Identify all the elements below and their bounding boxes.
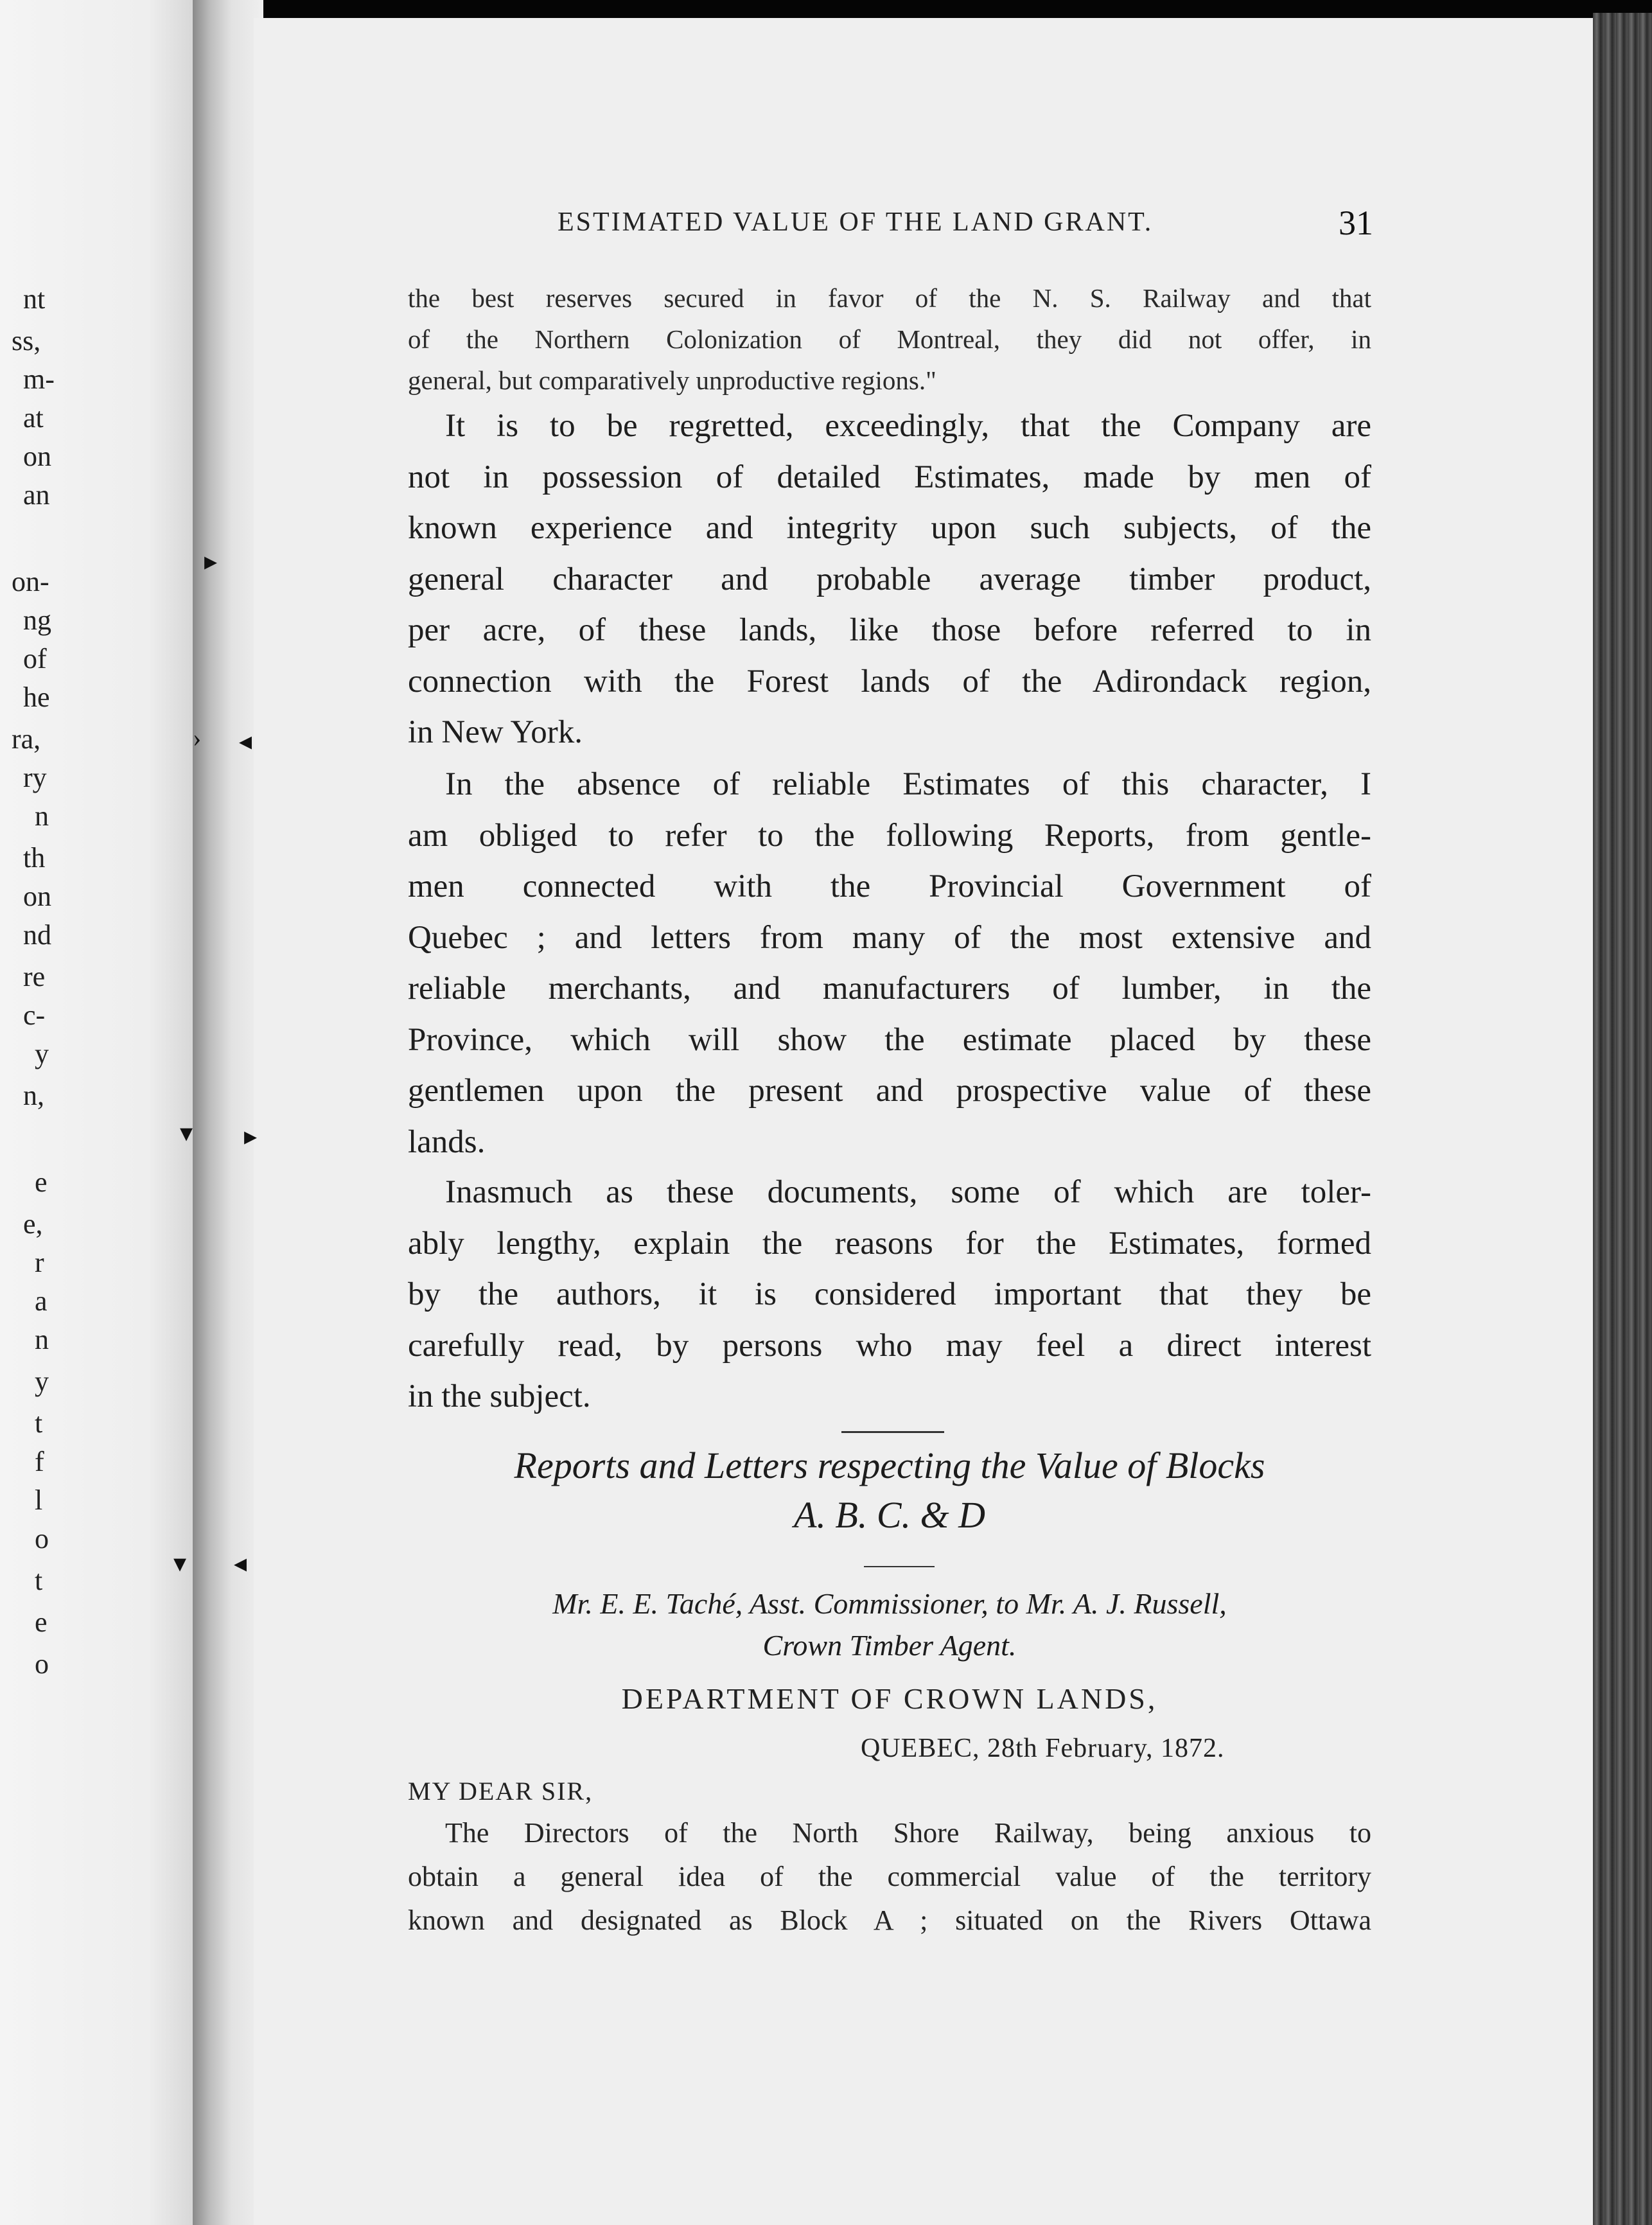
binding-mark: › xyxy=(193,723,202,752)
previous-page-fragment: t xyxy=(35,1407,43,1439)
text-line: Quebec ; and letters from many of the most extensive and xyxy=(408,919,1371,956)
previous-page-fragment: ry xyxy=(23,762,47,793)
previous-page-fragment: e xyxy=(35,1606,48,1638)
previous-page-fragment: o xyxy=(35,1648,49,1680)
dateline: QUEBEC, 28th February, 1872. xyxy=(861,1734,1225,1763)
text-line: men connected with the Provincial Government of xyxy=(408,868,1371,904)
running-title: ESTIMATED VALUE OF THE LAND GRANT. xyxy=(558,207,1154,237)
binding-mark: ◂ xyxy=(234,1549,247,1578)
section-heading: Reports and Letters respecting the Value of Blocks xyxy=(514,1445,1265,1486)
department-name: DEPARTMENT OF CROWN LANDS, xyxy=(621,1682,1158,1715)
letter-heading-continued: Crown Timber Agent. xyxy=(762,1629,1017,1662)
text-line: general character and probable average timber product, xyxy=(408,561,1371,597)
text-line: reliable merchants, and manufacturers of lumber, in the xyxy=(408,971,1371,1007)
previous-page-fragment: an xyxy=(23,479,50,511)
previous-page-fragment: ng xyxy=(23,604,51,636)
text-line: ably lengthy, explain the reasons for the Estimates, formed xyxy=(408,1225,1371,1262)
previous-page-fragment: c- xyxy=(23,999,46,1031)
text-line: in the subject. xyxy=(408,1378,591,1414)
salutation: MY DEAR SIR, xyxy=(408,1777,593,1806)
book-gutter xyxy=(193,0,263,2225)
text-line: Inasmuch as these documents, some of which are toler- xyxy=(445,1174,1371,1210)
text-line: general, but comparatively unproductive regions." xyxy=(408,365,936,395)
text-line: known experience and integrity upon such subjects, of the xyxy=(408,510,1371,546)
previous-page-fragment: y xyxy=(35,1366,49,1397)
previous-page-fragment: l xyxy=(35,1484,43,1516)
previous-page-fragment: on- xyxy=(12,566,49,597)
text-line: gentlemen upon the present and prospective value of these xyxy=(408,1073,1371,1109)
text-line: lands. xyxy=(408,1123,486,1160)
previous-page-fragment: e, xyxy=(23,1208,43,1240)
section-divider xyxy=(841,1431,944,1433)
text-line: carefully read, by persons who may feel a direct interest xyxy=(408,1327,1371,1364)
text-line: not in possession of detailed Estimates, made by men of xyxy=(408,459,1371,495)
text-line: am obliged to refer to the following Reports, from gentle- xyxy=(408,817,1371,854)
previous-page-fragment: re xyxy=(23,961,46,992)
page-number: 31 xyxy=(1339,204,1373,242)
binding-mark: ▸ xyxy=(244,1121,258,1150)
text-line: The Directors of the North Shore Railway, being anxious to xyxy=(445,1817,1371,1849)
section-divider xyxy=(864,1566,935,1567)
previous-page-fragment: ss, xyxy=(12,325,41,356)
text-line: in New York. xyxy=(408,714,583,750)
previous-page-fragment: of xyxy=(23,643,47,674)
text-line: by the authors, it is considered important that they be xyxy=(408,1276,1371,1312)
previous-page-fragment: nd xyxy=(23,919,51,951)
paragraph xyxy=(408,1167,1371,1423)
previous-page-fragment: ra, xyxy=(12,723,41,755)
previous-page-fragment: n xyxy=(35,800,49,832)
text-line: connection with the Forest lands of the Adirondack region, xyxy=(408,663,1371,699)
previous-page-fragment: nt xyxy=(23,283,46,315)
previous-page-fragment: m- xyxy=(23,364,55,395)
previous-page-fragment: n xyxy=(35,1324,49,1355)
binding-mark: ◂ xyxy=(239,726,252,755)
text-line: In the absence of reliable Estimates of this character, I xyxy=(445,766,1371,802)
binding-mark: ▾ xyxy=(173,1549,187,1578)
text-line: of the Northern Colonization of Montreal, they did not offer, in xyxy=(408,324,1371,354)
previous-page-fragment: th xyxy=(23,842,46,874)
binding-mark: ▾ xyxy=(180,1118,193,1147)
previous-page-fragment: he xyxy=(23,682,50,713)
letter-heading: Mr. E. E. Taché, Asst. Commissioner, to Mr. A. J. Russell, xyxy=(552,1587,1227,1620)
paragraph xyxy=(408,759,1371,1168)
text-line: Province, which will show the estimate placed by these xyxy=(408,1021,1371,1058)
previous-page-fragment: on xyxy=(23,881,51,912)
paragraph xyxy=(408,401,1371,759)
previous-page-fragment: at xyxy=(23,402,44,434)
letter-body xyxy=(408,1811,1371,1942)
previous-page-fragment: f xyxy=(35,1446,44,1477)
running-head xyxy=(558,204,1373,245)
text-line: It is to be regretted, exceedingly, that the Company are xyxy=(445,408,1371,444)
previous-page-fragment: a xyxy=(35,1285,48,1317)
previous-page-fragment: e xyxy=(35,1166,48,1198)
page-edges xyxy=(1593,13,1652,2225)
text-line: per acre, of these lands, like those before referred to in xyxy=(408,612,1371,648)
section-heading-continued: A. B. C. & D xyxy=(793,1494,986,1536)
previous-page-fragment: t xyxy=(35,1565,43,1596)
text-line: the best reserves secured in favor of the N. S. Railway and that xyxy=(408,283,1371,313)
continuation-text xyxy=(408,277,1371,401)
text-line: obtain a general idea of the commercial value of the territory xyxy=(408,1861,1371,1892)
text-line: known and designated as Block A ; situated on the Rivers Ottawa xyxy=(408,1904,1371,1936)
previous-page-fragment: y xyxy=(35,1038,49,1069)
previous-page-fragment: n, xyxy=(23,1080,44,1111)
binding-mark: ▸ xyxy=(204,547,218,576)
previous-page-fragment: o xyxy=(35,1523,49,1554)
previous-page-fragment: on xyxy=(23,441,51,472)
previous-page-fragment: r xyxy=(35,1247,44,1278)
